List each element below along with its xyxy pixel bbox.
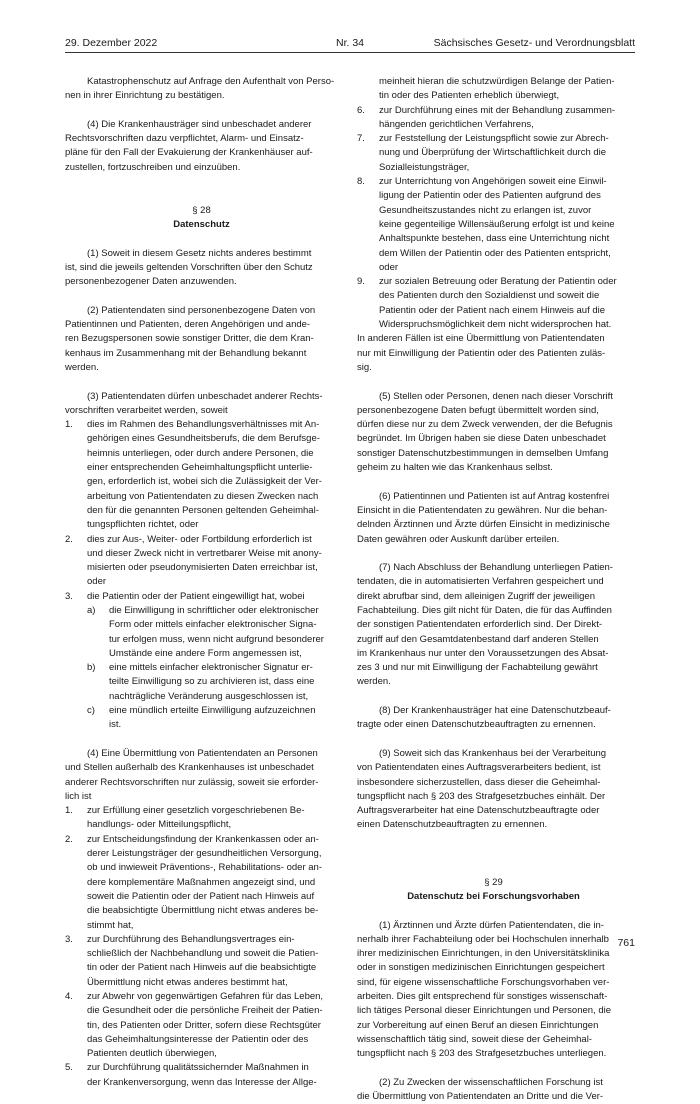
list-line bbox=[357, 132, 630, 146]
text-line: sig. bbox=[357, 361, 372, 373]
list-text: Patientin oder der Patient nach einem Hinweis auf die bbox=[379, 304, 606, 316]
list-line bbox=[65, 475, 338, 489]
list-number: 5. bbox=[65, 1062, 73, 1074]
text-line: sonstiger Datenschutzbestimmungen in demselben Umfang bbox=[357, 447, 609, 459]
list-number: 7. bbox=[357, 133, 365, 145]
list-line bbox=[65, 547, 338, 561]
list-line bbox=[65, 604, 338, 618]
list-line bbox=[65, 718, 338, 732]
list-text: schließlich der Nachbehandlung und soweit die Patien- bbox=[87, 948, 319, 960]
text-line: (6) Patientinnen und Patienten ist auf Antrag kostenfrei bbox=[379, 490, 610, 502]
text-line: lich ist bbox=[65, 790, 92, 802]
text-line: delnden Ärztinnen und Ärzte dürfen Einsicht in medizinische bbox=[357, 519, 610, 531]
list-line bbox=[65, 633, 338, 647]
list-line bbox=[357, 247, 630, 261]
text-line: zes 3 und nur mit Einwilligung der Fachabteilung gewährt bbox=[357, 662, 598, 674]
list-text: dem Willen der Patientin oder des Patienten entspricht, bbox=[379, 247, 611, 259]
list-text: Sozialleistungsträger, bbox=[379, 161, 470, 173]
list-line bbox=[65, 933, 338, 947]
list-text: zur Feststellung der Leistungspflicht sowie zur Abrech- bbox=[379, 133, 609, 145]
list-text: Widerspruchsmöglichkeit dem nicht widersprochen hat. bbox=[379, 319, 612, 331]
list-line bbox=[65, 1061, 338, 1075]
list-text: dere komplementäre Maßnahmen angezeigt sind, und bbox=[87, 876, 316, 888]
text-line: dürfen diese nur zu dem Zweck verwenden, der die Befugnis bbox=[357, 419, 613, 431]
text-line: nerhalb ihrer Fachabteilung oder bei Hochschulen innerhalb bbox=[357, 933, 609, 945]
text-line: der sonstigen Patientendaten erforderlich sind. Der Direkt- bbox=[357, 619, 603, 631]
list-line bbox=[357, 104, 630, 118]
list-text: dies zur Aus-, Weiter- oder Fortbildung erforderlich ist bbox=[87, 533, 312, 545]
text-line: und Stellen außerhalb des Krankenhauses ist unbeschadet bbox=[65, 762, 314, 774]
list-line bbox=[65, 919, 338, 933]
list-line bbox=[65, 518, 338, 532]
list-line bbox=[357, 261, 630, 275]
text-line: werden. bbox=[357, 676, 391, 688]
list-number: 2. bbox=[65, 533, 73, 545]
list-number: 8. bbox=[357, 176, 365, 188]
list-text: oder bbox=[379, 261, 399, 273]
list-text: Gesundheitszustandes nicht zu erlangen ist, zuvor bbox=[379, 204, 592, 216]
text-line: geheim zu halten wie das Krankenhaus selbst. bbox=[357, 462, 553, 474]
page-number: 761 bbox=[617, 937, 635, 949]
text-line: (9) Soweit sich das Krankenhaus bei der Verarbeitung bbox=[379, 747, 607, 759]
list-text: gehörigen eines Gesundheitsberufs, die dem Berufsge- bbox=[87, 433, 320, 445]
list-number: 4. bbox=[65, 991, 73, 1002]
text-line: tendaten, die in automatisierten Verfahren gespeichert und bbox=[357, 576, 604, 588]
text-line: Fachabteilung. Dies gilt nicht für Daten, die für das Auffinden bbox=[357, 604, 612, 616]
list-line bbox=[65, 876, 338, 890]
list-text: Form oder mittels einfacher elektronischer Signa- bbox=[109, 619, 317, 631]
text-line: wissenschaftlich tätig sind, soweit diese der Geheimhal- bbox=[357, 1033, 592, 1045]
list-line bbox=[357, 118, 630, 132]
list-text: die Einwilligung in schriftlicher oder elektronischer bbox=[109, 604, 319, 616]
list-line bbox=[65, 818, 338, 832]
list-text: tin oder der Patient nach Hinweis auf die beabsichtigte bbox=[87, 962, 317, 974]
text-line: arbeiten. Dies gilt entsprechend für sonstiges wissenschaft- bbox=[357, 991, 608, 1002]
text-line: In anderen Fällen ist eine Übermittlung von Patientendaten bbox=[357, 333, 605, 345]
list-text: meinheit hieran die schutzwürdigen Belange der Patien- bbox=[379, 76, 615, 87]
list-text: misierten oder pseudonymisierten Daten erreichbar ist, bbox=[87, 562, 318, 574]
list-line bbox=[65, 432, 338, 446]
text-line: ist, sind die jeweils geltenden Vorschriften über den Schutz bbox=[65, 261, 313, 273]
header-date: 29. Dezember 2022 bbox=[65, 37, 158, 49]
list-line bbox=[357, 75, 630, 89]
list-text: zur Unterrichtung von Angehörigen soweit eine Einwil- bbox=[379, 176, 607, 188]
list-number: 3. bbox=[65, 590, 73, 602]
text-line: (3) Patientendaten dürfen unbeschadet anderer Rechts- bbox=[87, 390, 323, 402]
list-text: Anhaltspunkte bestehen, dass eine Unterrichtung nicht bbox=[379, 233, 610, 245]
right-column bbox=[357, 75, 630, 1104]
text-line: Rechtsvorschriften dazu verpflichtet, Alarm- und Einsatz- bbox=[65, 133, 304, 145]
list-line bbox=[65, 490, 338, 504]
header-issue: Nr. 34 bbox=[335, 37, 364, 49]
list-line bbox=[65, 647, 338, 661]
text-line: im Krankenhaus nur unter den Voraussetzungen des Absat- bbox=[357, 647, 609, 659]
list-line bbox=[65, 418, 338, 432]
list-line bbox=[65, 1076, 338, 1090]
list-line bbox=[65, 1033, 338, 1047]
list-text: heimnis unterliegen, oder durch andere Personen, die bbox=[87, 447, 314, 459]
text-line: tungspflicht nach § 203 des Strafgesetzbuches unterliegen. bbox=[357, 1048, 607, 1060]
text-line: werden. bbox=[65, 361, 99, 373]
text-line: lich tätiges Personal dieser Einrichtungen und Personen, die bbox=[357, 1005, 612, 1017]
list-text: zur Entscheidungsfindung der Krankenkassen oder an- bbox=[87, 833, 319, 845]
list-line bbox=[65, 590, 338, 604]
list-line bbox=[65, 976, 338, 990]
list-line bbox=[65, 561, 338, 575]
text-line: (4) Eine Übermittlung von Patientendaten an Personen bbox=[87, 747, 318, 759]
text-line: nur mit Einwilligung der Patientin oder des Patienten zuläs- bbox=[357, 347, 606, 359]
list-text: arbeitung von Patientendaten zu diesen Zwecken nach bbox=[87, 490, 319, 502]
section-heading: Datenschutz bbox=[173, 218, 230, 230]
text-line: von Patientendaten eines Auftragsverarbeiters bedient, ist bbox=[357, 762, 601, 774]
list-text: nachträgliche Veränderung ausgeschlossen ist, bbox=[109, 690, 309, 702]
list-text: soweit die Patientin oder der Patient nach Hinweis auf bbox=[87, 890, 315, 902]
list-line bbox=[65, 961, 338, 975]
text-line: einen Datenschutzbeauftragten zu ernennen. bbox=[357, 819, 548, 831]
text-line: tragte oder einen Datenschutzbeauftragten zu ernennen. bbox=[357, 719, 596, 731]
section-number: § 28 bbox=[192, 204, 211, 216]
list-text: handlungs- oder Mitteilungspflicht, bbox=[87, 819, 232, 831]
text-line: (2) Patientendaten sind personenbezogene Daten von bbox=[87, 304, 316, 316]
list-text: die beabsichtigte Übermittlung nicht etwas anderes be- bbox=[87, 905, 319, 917]
list-text: hängenden gerichtlichen Verfahrens, bbox=[379, 118, 534, 130]
text-line: nen in ihrer Einrichtung zu bestätigen. bbox=[65, 90, 225, 102]
list-text: Patienten deutlich überwiegen, bbox=[87, 1048, 217, 1060]
text-line: (8) Der Krankenhausträger hat eine Datenschutzbeauf- bbox=[379, 705, 611, 717]
text-line: (2) Zu Zwecken der wissenschaftlichen Forschung ist bbox=[379, 1076, 603, 1088]
list-line bbox=[65, 675, 338, 689]
list-number: 2. bbox=[65, 833, 73, 845]
list-line bbox=[357, 146, 630, 160]
list-line bbox=[65, 1019, 338, 1033]
list-line bbox=[65, 861, 338, 875]
list-line bbox=[357, 161, 630, 175]
list-number: b) bbox=[87, 662, 96, 674]
list-text: zur Durchführung eines mit der Behandlung zusammen- bbox=[379, 104, 616, 116]
list-line bbox=[357, 175, 630, 189]
list-number: a) bbox=[87, 604, 96, 616]
list-text: tin oder des Patienten erheblich überwiegt, bbox=[379, 90, 560, 102]
list-line bbox=[65, 947, 338, 961]
page-header bbox=[65, 35, 635, 51]
list-text: die Patientin oder der Patient eingewilligt hat, wobei bbox=[87, 590, 305, 602]
list-text: ligung der Patientin oder des Patienten aufgrund des bbox=[379, 190, 601, 202]
list-line bbox=[65, 504, 338, 518]
list-line bbox=[65, 847, 338, 861]
text-line: pläne für den Fall der Evakuierung der Krankenhäuser auf- bbox=[65, 147, 313, 159]
list-line bbox=[65, 461, 338, 475]
list-text: die Gesundheit oder die persönliche Freiheit der Patien- bbox=[87, 1005, 323, 1017]
text-line: (1) Soweit in diesem Gesetz nichts anderes bestimmt bbox=[87, 247, 312, 259]
list-text: teilte Einwilligung so zu archivieren ist, dass eine bbox=[109, 676, 315, 688]
list-line bbox=[65, 1047, 338, 1061]
text-line: (1) Ärztinnen und Ärzte dürfen Patientendaten, die in- bbox=[379, 919, 604, 931]
text-line: kenhaus im Zusammenhang mit der Behandlung bekannt bbox=[65, 347, 307, 359]
list-line bbox=[65, 661, 338, 675]
text-line: ihrer medizinischen Einrichtungen, in den Universitätsklinika bbox=[357, 948, 610, 960]
list-text: tungspflichten richtet, oder bbox=[87, 519, 199, 531]
list-line bbox=[65, 704, 338, 718]
list-line bbox=[357, 304, 630, 318]
list-line bbox=[65, 990, 338, 1004]
text-line: ren Bezugspersonen sowie sonstiger Dritter, die dem Kran- bbox=[65, 333, 314, 345]
text-line: sind, für eigene wissenschaftliche Forschungsvorhaben ver- bbox=[357, 976, 610, 988]
list-line bbox=[357, 218, 630, 232]
list-text: ist. bbox=[109, 719, 122, 731]
list-line bbox=[357, 204, 630, 218]
text-line: zur Vorbereitung auf einen Beruf an diesen Einrichtungen bbox=[357, 1019, 599, 1031]
list-text: das Geheimhaltungsinteresse der Patientin oder des bbox=[87, 1033, 309, 1045]
text-line: personenbezogener Daten anzuwenden. bbox=[65, 276, 237, 288]
list-text: des Patienten durch den Sozialdienst und soweit die bbox=[379, 290, 600, 302]
list-number: 1. bbox=[65, 805, 73, 817]
text-line: direkt abrufbar sind, dem alleinigen Zugriff der jeweiligen bbox=[357, 590, 595, 602]
list-text: nung und Überprüfung der Wirtschaftlichkeit durch die bbox=[379, 147, 607, 159]
list-number: 1. bbox=[65, 419, 73, 431]
list-text: ob und inwieweit Präventions-, Rehabilitations- oder an- bbox=[87, 862, 322, 874]
list-line bbox=[65, 575, 338, 589]
list-text: den für die genannten Personen geltenden Geheimhal- bbox=[87, 504, 319, 516]
list-line bbox=[65, 690, 338, 704]
text-line: oder in sonstigen medizinischen Einrichtungen gespeichert bbox=[357, 962, 605, 974]
list-line bbox=[65, 833, 338, 847]
text-line: Daten gewähren oder Auskunft darüber erteilen. bbox=[357, 533, 560, 545]
list-text: gen, erforderlich ist, wobei sich die Zulässigkeit der Ver- bbox=[87, 476, 322, 488]
list-number: c) bbox=[87, 705, 95, 717]
list-line bbox=[65, 1004, 338, 1018]
list-line bbox=[65, 890, 338, 904]
list-line bbox=[65, 804, 338, 818]
list-text: zur Durchführung des Behandlungsvertrages ein- bbox=[87, 933, 295, 945]
list-line bbox=[65, 533, 338, 547]
text-line: Patientinnen und Patienten, deren Angehörigen und ande- bbox=[65, 319, 311, 331]
list-text: stimmt hat, bbox=[87, 919, 134, 931]
text-line: Auftragsverarbeiter hat eine Datenschutzbeauftragte oder bbox=[357, 805, 600, 817]
left-column bbox=[65, 75, 338, 1090]
list-text: der Krankenversorgung, wenn das Interesse der Allge- bbox=[87, 1076, 317, 1088]
list-line bbox=[357, 232, 630, 246]
list-text: eine mittels einfacher elektronischer Signatur er- bbox=[109, 662, 313, 674]
header-publication: Sächsisches Gesetz- und Verordnungsblatt bbox=[433, 37, 635, 49]
list-text: derer Leistungsträger der gesundheitlichen Versorgung, bbox=[87, 848, 322, 860]
list-text: und dieser Zweck nicht in vertretbarer Weise mit anony- bbox=[87, 547, 322, 559]
list-line bbox=[357, 275, 630, 289]
list-line bbox=[357, 189, 630, 203]
list-text: zur Abwehr von gegenwärtigen Gefahren für das Leben, bbox=[87, 991, 324, 1002]
list-number: 6. bbox=[357, 104, 365, 116]
text-line: tungspflicht nach § 203 des Strafgesetzbuches einhält. Der bbox=[357, 790, 606, 802]
text-line: insbesondere sicherzustellen, dass dieser die Geheimhal- bbox=[357, 776, 601, 788]
text-line: (7) Nach Abschluss der Behandlung unterliegen Patien- bbox=[379, 562, 613, 574]
section-heading: Datenschutz bei Forschungsvorhaben bbox=[407, 890, 580, 902]
list-text: zur sozialen Betreuung oder Beratung der Patientin oder bbox=[379, 276, 617, 288]
list-text: zur Erfüllung einer gesetzlich vorgeschriebenen Be- bbox=[87, 805, 305, 817]
list-text: zur Durchführung qualitätssichernder Maßnahmen in bbox=[87, 1062, 309, 1074]
text-line: personenbezogene Daten befugt übermittelt worden sind, bbox=[357, 404, 599, 416]
text-line: Katastrophenschutz auf Anfrage den Aufenthalt von Perso- bbox=[87, 76, 335, 87]
list-line bbox=[65, 447, 338, 461]
list-line bbox=[357, 318, 630, 332]
list-text: tur erfolgen muss, wenn nicht aufgrund besonderer bbox=[109, 633, 324, 645]
list-text: einer entsprechenden Geheimhaltungspflicht unterlie- bbox=[87, 462, 313, 474]
list-line bbox=[357, 89, 630, 103]
text-line: begründet. Im Übrigen haben sie diese Daten unbeschadet bbox=[357, 433, 606, 445]
header-rule bbox=[65, 52, 635, 53]
list-text: oder bbox=[87, 576, 107, 588]
text-line: zugriff auf den Gesamtdatenbestand darf anderen Stellen bbox=[357, 633, 599, 645]
section-number: § 29 bbox=[484, 876, 503, 888]
text-line: anderer Rechtsvorschriften nur zulässig, soweit sie erforder- bbox=[65, 776, 319, 788]
list-text: Übermittlung nicht etwas anderes bestimmt hat, bbox=[87, 976, 288, 988]
text-line: die Übermittlung von Patientendaten an Dritte und die Ver- bbox=[357, 1091, 604, 1103]
list-line bbox=[65, 618, 338, 632]
list-text: eine mündlich erteilte Einwilligung aufzuzeichnen bbox=[109, 705, 316, 717]
list-text: Umstände eine andere Form angemessen ist, bbox=[109, 647, 302, 659]
text-line: vorschriften verarbeitet werden, soweit bbox=[65, 404, 228, 416]
list-text: keine gegenteilige Willensäußerung erfolgt ist und keine bbox=[379, 218, 615, 230]
text-line: (4) Die Krankenhausträger sind unbeschadet anderer bbox=[87, 118, 312, 130]
list-line bbox=[65, 904, 338, 918]
list-number: 9. bbox=[357, 276, 365, 288]
list-text: dies im Rahmen des Behandlungsverhältnisses mit An- bbox=[87, 419, 320, 431]
text-line: zustellen, fortzuschreiben und einzuüben. bbox=[65, 161, 241, 173]
list-number: 3. bbox=[65, 933, 73, 945]
list-text: tin, des Patienten oder Dritter, sofern diese Rechtsgüter bbox=[87, 1019, 321, 1031]
list-line bbox=[357, 289, 630, 303]
text-line: (5) Stellen oder Personen, denen nach dieser Vorschrift bbox=[379, 390, 613, 402]
text-line: Einsicht in die Patientendaten zu gewähren. Nur die behan- bbox=[357, 504, 608, 516]
